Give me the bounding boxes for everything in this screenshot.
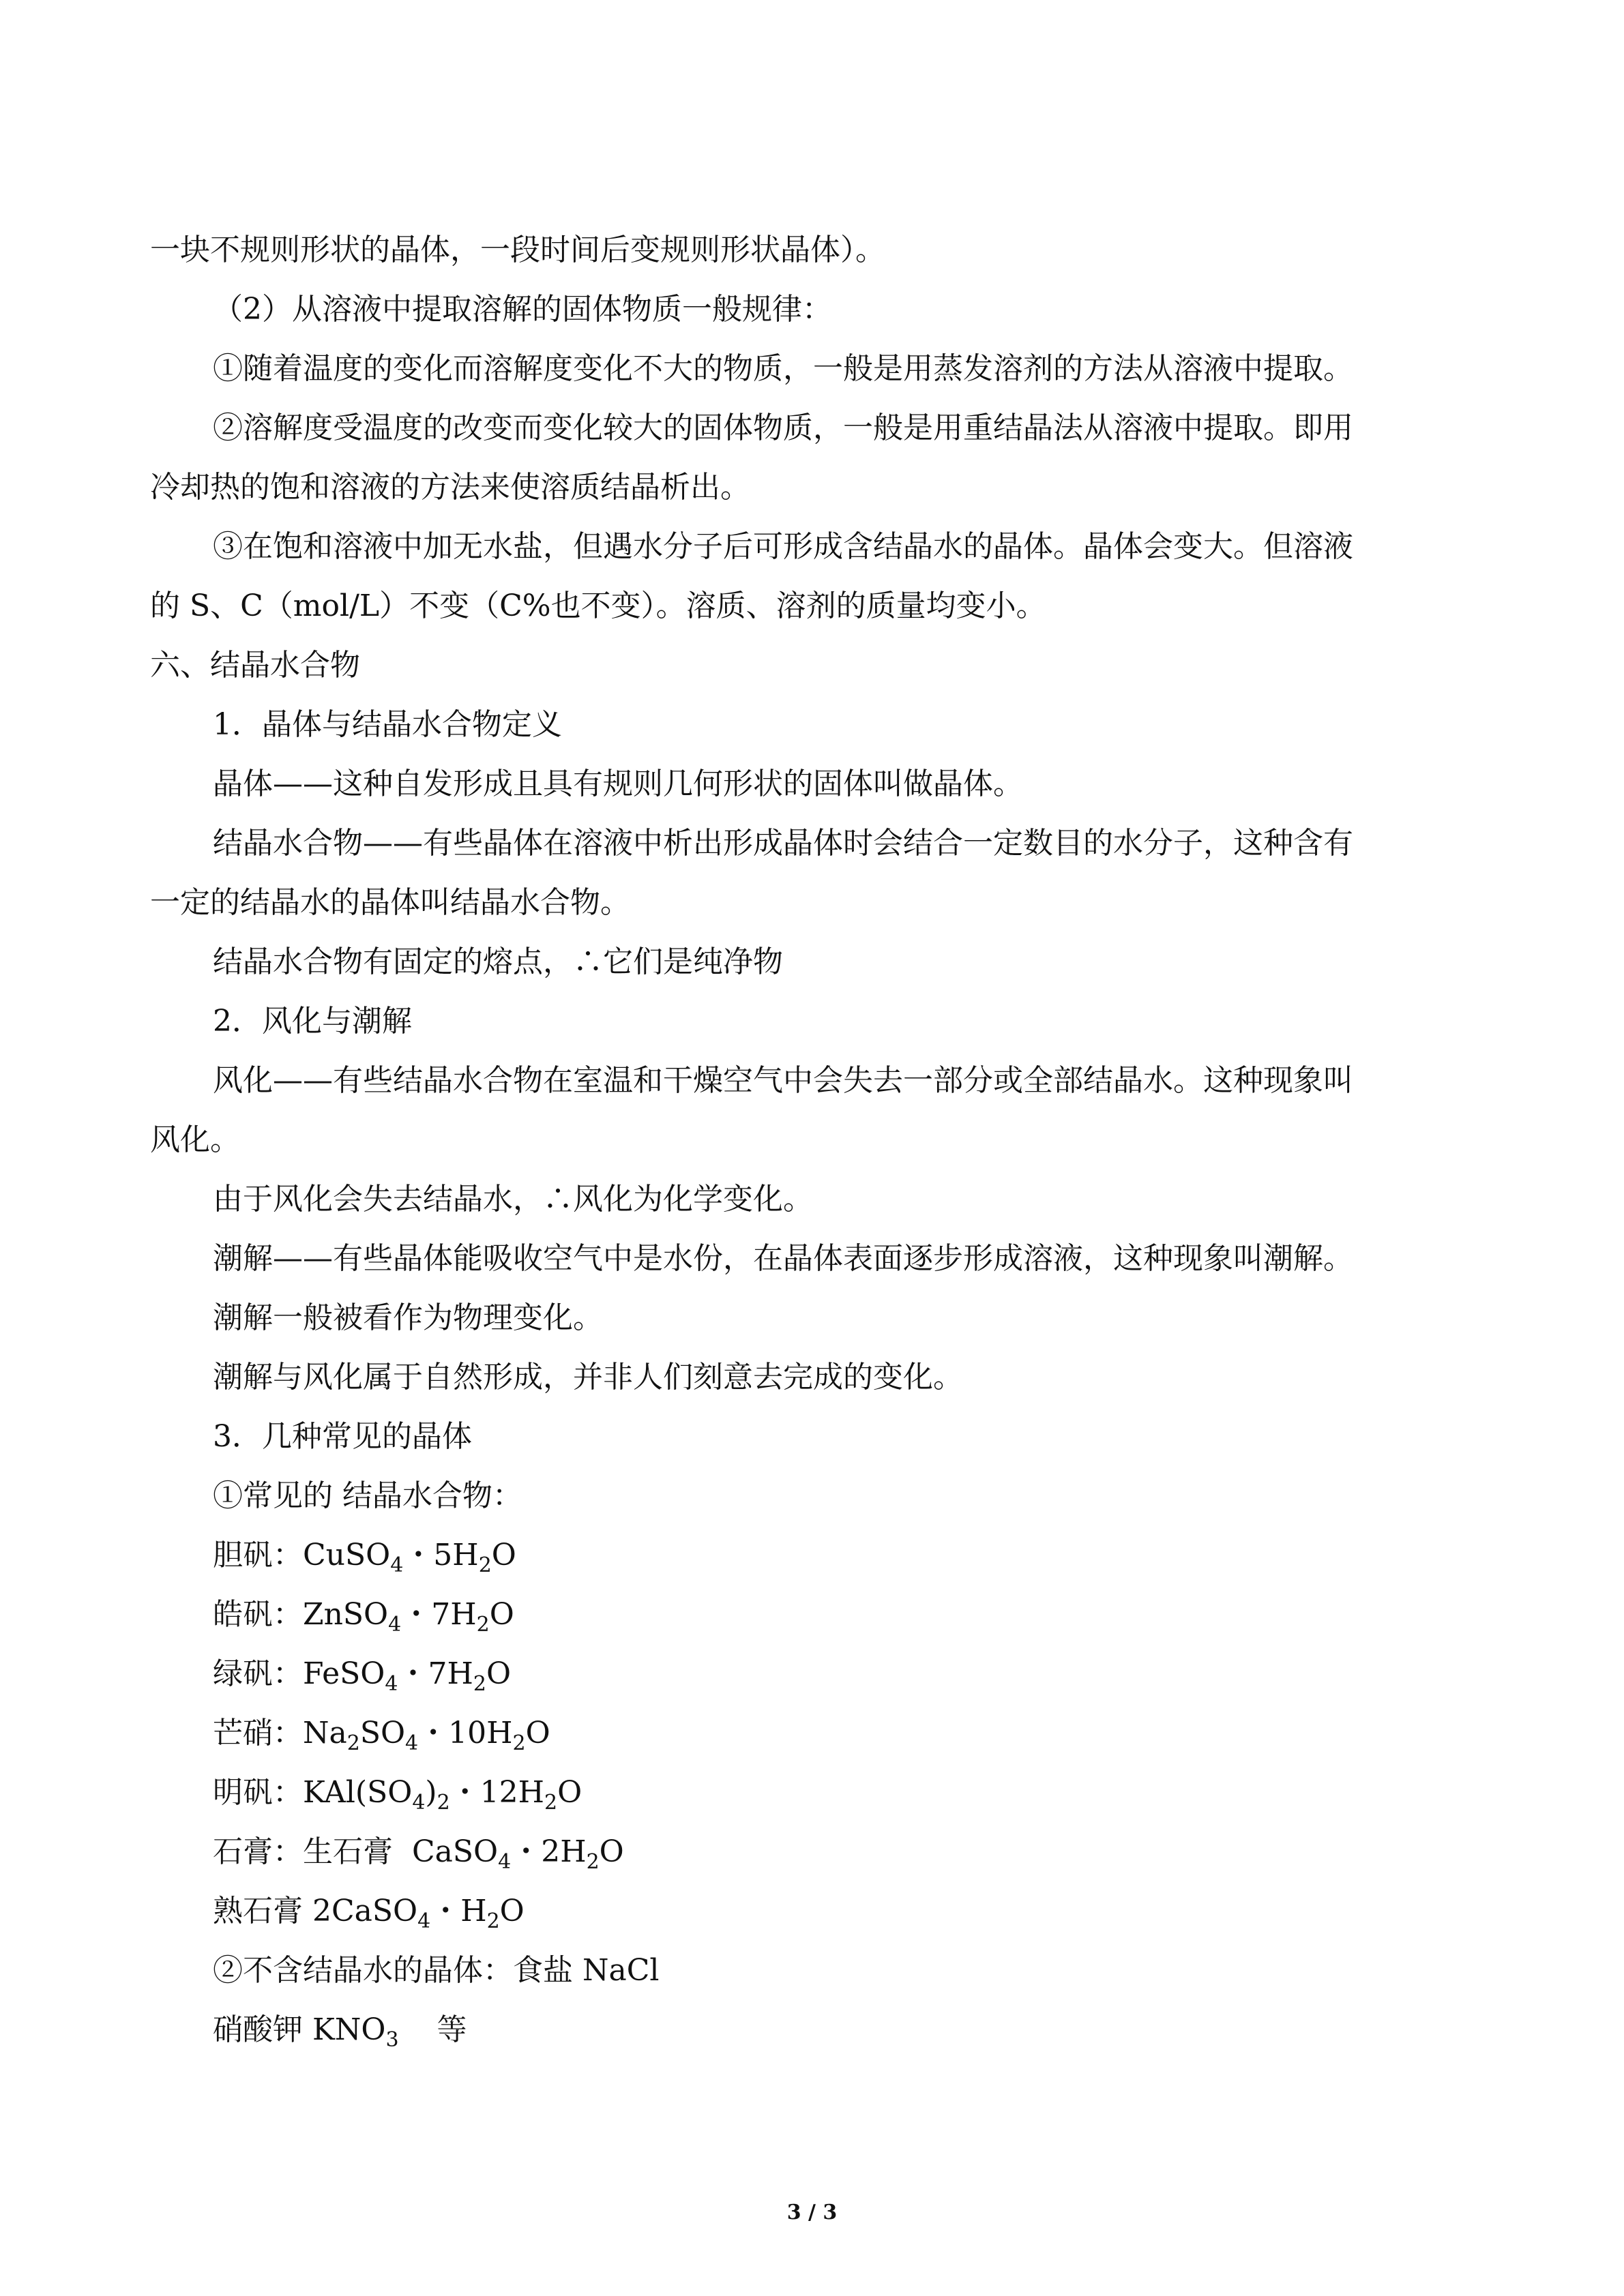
formula-chalcanthite: 胆矾：CuSO$_4$・$5H_2O$ <box>213 1538 516 1577</box>
formula-salt: ②不含结晶水的晶体：食盐 NaCl <box>213 1953 660 1988</box>
page-number: 3 / 3 <box>786 2201 838 2224</box>
rule-1: ①随着温度的变化而溶解度变化不大的物质，一般是用蒸发溶剂的方法从溶液中提取。 <box>213 351 1353 386</box>
deliquescence-note: 潮解一般被看作为物理变化。 <box>213 1300 603 1335</box>
section-heading-extraction-rules: （2）从溶液中提取溶解的固体物质一般规律： <box>213 292 832 327</box>
formula-alum: 明矾：$KAl(SO_4)_2$・$12H_2O$ <box>213 1775 582 1815</box>
formula-green-vitriol: 绿矾：FeSO$_4$・$7H_2O$ <box>213 1656 512 1696</box>
formula-plaster: 熟石膏 2CaSO$_4$・$H_2O$ <box>213 1894 525 1933</box>
rule-3-line-1: ③在饱和溶液中加无水盐，但遇水分子后可形成含结晶水的晶体。晶体会变大。但溶液 <box>213 529 1353 564</box>
definition-efflorescence-line-2: 风化。 <box>150 1122 240 1157</box>
rule-2-line-1: ②溶解度受温度的改变而变化较大的固体物质，一般是用重结晶法从溶液中提取。即用 <box>213 411 1353 445</box>
rule-2-line-2: 冷却热的饱和溶液的方法来使溶质结晶析出。 <box>150 470 750 505</box>
section-heading-hydrates: 六、结晶水合物 <box>150 648 360 683</box>
rule-3-line-2: 的 S、C（mol/L）不变（C%也不变）。溶质、溶剂的质量均变小。 <box>150 588 1046 623</box>
hydrate-melting-point: 结晶水合物有固定的熔点，∴它们是纯净物 <box>213 944 783 979</box>
common-hydrates-heading: ①常见的 结晶水合物： <box>213 1478 522 1513</box>
formula-mirabilite: 芒硝：$Na_2SO_4$・$10H_2O$ <box>213 1716 550 1755</box>
definition-hydrate-line-2: 一定的结晶水的晶体叫结晶水合物。 <box>150 885 630 920</box>
definition-deliquescence: 潮解——有些晶体能吸收空气中是水份，在晶体表面逐步形成溶液，这种现象叫潮解。 <box>213 1241 1353 1276</box>
subheading-definition: 1．晶体与结晶水合物定义 <box>213 707 562 742</box>
definition-hydrate-line-1: 结晶水合物——有些晶体在溶液中析出形成晶体时会结合一定数目的水分子，这种含有 <box>213 826 1353 861</box>
efflorescence-note: 由于风化会失去结晶水，∴风化为化学变化。 <box>213 1182 813 1217</box>
paragraph-continuation: 一块不规则形状的晶体，一段时间后变规则形状晶体）。 <box>150 233 885 267</box>
formula-white-vitriol: 皓矾：ZnSO$_4$・$7H_2O$ <box>213 1597 514 1637</box>
natural-process-note: 潮解与风化属于自然形成，并非人们刻意去完成的变化。 <box>213 1360 963 1395</box>
definition-crystal: 晶体——这种自发形成且具有规则几何形状的固体叫做晶体。 <box>213 766 1023 801</box>
subheading-efflorescence-deliquescence: 2．风化与潮解 <box>213 1004 412 1039</box>
subheading-common-crystals: 3．几种常见的晶体 <box>213 1419 472 1454</box>
formula-gypsum: 石膏：生石膏 CaSO$_4$・$2H_2O$ <box>213 1834 624 1874</box>
formula-saltpeter: 硝酸钾 $KNO_3$ 等 <box>213 2012 467 2052</box>
definition-efflorescence-line-1: 风化——有些结晶水合物在室温和干燥空气中会失去一部分或全部结晶水。这种现象叫 <box>213 1063 1353 1098</box>
